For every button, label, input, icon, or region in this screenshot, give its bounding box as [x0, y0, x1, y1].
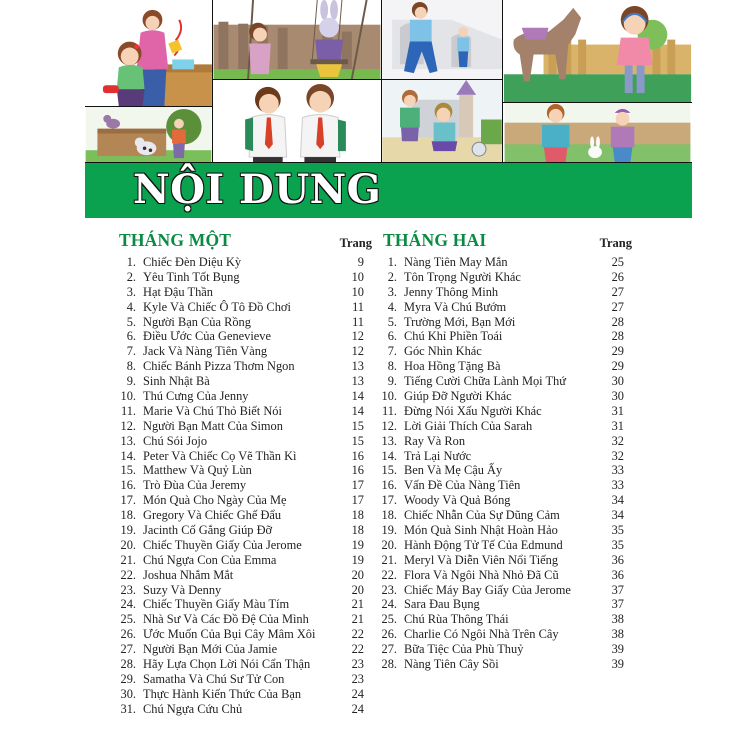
entry-title: Góc Nhìn Khác [404, 344, 482, 359]
entry-page-number: 37 [611, 582, 624, 597]
entry-number: 28. [120, 657, 136, 672]
entry-title: Chú Rùa Thông Thái [404, 612, 509, 627]
toc-entry [380, 419, 632, 434]
entry-page-number: 37 [611, 597, 624, 612]
illustration-boys-football [382, 80, 503, 163]
toc-entry [380, 493, 632, 508]
entry-page-number: 14 [351, 403, 364, 418]
entry-number: 6. [126, 329, 136, 344]
entry-title: Giúp Đỡ Người Khác [404, 389, 512, 404]
toc-entry [380, 553, 632, 568]
toc-entry [116, 583, 372, 598]
toc-entry [380, 270, 632, 285]
toc-entry [380, 404, 632, 419]
toc-column-thang-hai [380, 230, 632, 672]
entry-number: 29. [120, 671, 136, 686]
entry-number: 23. [381, 582, 397, 597]
entry-page-number: 38 [611, 612, 624, 627]
entry-title: Chiếc Máy Bay Giấy Của Jerome [404, 582, 571, 597]
entry-number: 28. [381, 657, 397, 672]
toc-entry [116, 523, 372, 538]
entry-number: 11. [381, 403, 397, 418]
entry-page-number: 35 [611, 537, 624, 552]
girl-pony-image [503, 0, 692, 102]
entry-number: 31. [120, 701, 136, 716]
toc-entry [116, 478, 372, 493]
toc-entry [380, 523, 632, 538]
entry-page-number: 24 [351, 686, 364, 701]
entry-page-number: 15 [351, 418, 364, 433]
entry-number: 20. [381, 537, 397, 552]
entry-page-number: 39 [611, 642, 624, 657]
entry-title: Nhà Sư Và Các Đồ Đệ Của Mình [143, 612, 309, 627]
toc-entry [116, 329, 372, 344]
entry-page-number: 39 [611, 657, 624, 672]
cat-dog-boy-image [85, 107, 212, 162]
toc-entry [116, 270, 372, 285]
entry-number: 2. [387, 269, 397, 284]
entry-title: Ước Muốn Của Bụi Cây Mâm Xôi [143, 627, 316, 642]
entry-number: 13. [381, 433, 397, 448]
entry-title: Người Bạn Mới Của Jamie [143, 642, 278, 657]
entry-title: Bữa Tiệc Của Phù Thuỷ [404, 642, 524, 657]
entry-page-number: 36 [611, 552, 624, 567]
toc-entry [116, 687, 372, 702]
entry-title: Samatha Và Chú Sư Tử Con [143, 671, 285, 686]
entry-number: 7. [126, 344, 136, 359]
entry-number: 1. [126, 255, 136, 269]
entry-number: 7. [387, 344, 397, 359]
entry-page-number: 29 [611, 344, 624, 359]
illustration-collage [85, 0, 692, 163]
toc-entry [116, 627, 372, 642]
entry-title: Joshua Nhắm Mắt [143, 567, 234, 582]
entry-title: Chiếc Thuyền Giấy Màu Tím [143, 597, 290, 612]
toc-entry [380, 597, 632, 612]
column-header [116, 230, 372, 255]
entry-number: 14. [381, 448, 397, 463]
toc-entry [380, 642, 632, 657]
entry-page-number: 14 [351, 389, 364, 404]
entry-number: 9. [126, 374, 136, 389]
toc-entry [380, 583, 632, 598]
entry-title: Jenny Thông Minh [404, 284, 499, 299]
entry-title: Chiếc Thuyền Giấy Của Jerome [143, 537, 302, 552]
toc-column-thang-mot [116, 230, 372, 717]
entry-number: 1. [387, 255, 397, 269]
entry-number: 27. [381, 642, 397, 657]
entry-number: 18. [120, 508, 136, 523]
entry-title: Đừng Nói Xấu Người Khác [404, 403, 542, 418]
entry-number: 13. [120, 433, 136, 448]
entry-number: 11. [120, 403, 136, 418]
entry-title: Chú Ngựa Con Của Emma [143, 552, 277, 567]
entry-title: Matthew Và Quỷ Lùn [143, 463, 252, 478]
entry-number: 23. [120, 582, 136, 597]
toc-entry [116, 702, 372, 717]
entry-number: 10. [381, 389, 397, 404]
boys-football-image [382, 80, 502, 162]
entry-title: Chiếc Nhẫn Của Sự Dũng Cảm [404, 508, 560, 523]
toc-entry [380, 285, 632, 300]
toc-entry [380, 478, 632, 493]
entry-number: 15. [120, 463, 136, 478]
entry-page-number: 36 [611, 567, 624, 582]
toc-entry [116, 612, 372, 627]
entry-page-number: 34 [611, 493, 624, 508]
entry-number: 5. [387, 314, 397, 329]
mother-girl-image [85, 0, 212, 106]
entry-title: Tiếng Cười Chữa Lành Mọi Thứ [404, 374, 566, 389]
entry-number: 15. [381, 463, 397, 478]
entry-title: Chú Ngựa Cứu Chủ [143, 701, 243, 716]
entry-title: Vấn Đề Của Nàng Tiên [404, 478, 521, 493]
toc-entry [380, 315, 632, 330]
entry-page-number: 13 [351, 359, 364, 374]
entry-title: Flora Và Ngôi Nhà Nhỏ Đã Cũ [404, 567, 559, 582]
entry-title: Nàng Tiên May Mắn [404, 255, 508, 269]
entry-page-number: 29 [611, 359, 624, 374]
entry-page-number: 22 [351, 642, 364, 657]
entry-number: 12. [381, 418, 397, 433]
toc-entry [380, 568, 632, 583]
boy-walking-image [382, 0, 502, 79]
entry-number: 25. [381, 612, 397, 627]
entry-number: 17. [120, 493, 136, 508]
entry-title: Tôn Trọng Người Khác [404, 269, 521, 284]
entry-title: Ray Và Ron [404, 433, 466, 448]
entry-title: Kyle Và Chiếc Ô Tô Đồ Chơi [143, 299, 291, 314]
entry-title: Myra Và Chú Bướm [404, 299, 507, 314]
toc-entry [116, 315, 372, 330]
entry-page-number: 35 [611, 523, 624, 538]
entry-page-number: 18 [351, 523, 364, 538]
entry-page-number: 21 [351, 597, 364, 612]
illustration-cat-dog-boy [85, 107, 213, 163]
entry-page-number: 16 [351, 463, 364, 478]
column-header [380, 230, 632, 255]
entry-number: 2. [126, 269, 136, 284]
entry-number: 6. [387, 329, 397, 344]
entry-title: Suzy Và Denny [143, 582, 222, 597]
entry-page-number: 28 [611, 314, 624, 329]
toc-entry [380, 508, 632, 523]
entry-page-number: 27 [611, 299, 624, 314]
entry-page-number: 34 [611, 508, 624, 523]
entry-title: Chiếc Bánh Pizza Thơm Ngon [143, 359, 295, 374]
toc-entry [116, 538, 372, 553]
toc-entry [116, 657, 372, 672]
toc-entry [380, 389, 632, 404]
entry-title: Jack Và Nàng Tiên Vàng [143, 344, 268, 359]
entry-page-number: 23 [351, 671, 364, 686]
entry-page-number: 38 [611, 627, 624, 642]
entry-title: Trả Lại Nước [404, 448, 472, 463]
entry-number: 4. [126, 299, 136, 314]
entry-page-number: 30 [611, 374, 624, 389]
entry-page-number: 28 [611, 329, 624, 344]
illustration-two-schoolboys [213, 80, 382, 163]
entry-page-number: 24 [351, 701, 364, 716]
entry-number: 5. [126, 314, 136, 329]
entry-title: Hành Động Tử Tế Của Edmund [404, 537, 563, 552]
toc-entry [116, 642, 372, 657]
entry-number: 24. [120, 597, 136, 612]
toc-entry [380, 359, 632, 374]
toc-entry [380, 538, 632, 553]
toc-entry [380, 329, 632, 344]
entry-number: 16. [120, 478, 136, 493]
page-column-label: Trang [339, 236, 372, 250]
toc-entry [116, 493, 372, 508]
toc-entry [116, 374, 372, 389]
entry-number: 25. [120, 612, 136, 627]
toc-entry [116, 568, 372, 583]
entry-number: 3. [126, 284, 136, 299]
toc-entry [116, 419, 372, 434]
toc-list [116, 255, 372, 717]
entry-number: 21. [381, 552, 397, 567]
entry-title: Jacinth Cố Gắng Giúp Đỡ [143, 523, 273, 538]
entry-page-number: 31 [611, 418, 624, 433]
entry-title: Gregory Và Chiếc Ghế Đẩu [143, 508, 282, 523]
entry-title: Woody Và Quả Bóng [404, 493, 511, 508]
entry-number: 22. [120, 567, 136, 582]
entry-number: 3. [387, 284, 397, 299]
page-title: NỘI DUNG [133, 166, 382, 213]
entry-title: Chú Khỉ Phiền Toái [404, 329, 503, 344]
entry-number: 12. [120, 418, 136, 433]
entry-number: 20. [120, 537, 136, 552]
toc-entry [380, 255, 632, 270]
entry-title: Hoa Hồng Tặng Bà [404, 359, 501, 374]
entry-page-number: 19 [351, 552, 364, 567]
entry-page-number: 30 [611, 389, 624, 404]
entry-title: Hãy Lựa Chọn Lời Nói Cẩn Thận [143, 657, 311, 672]
entry-title: Hạt Đậu Thần [143, 284, 213, 299]
entry-title: Trò Đùa Của Jeremy [143, 478, 247, 493]
toc-entry [116, 449, 372, 464]
entry-page-number: 27 [611, 284, 624, 299]
entry-page-number: 11 [352, 299, 364, 314]
entry-page-number: 21 [351, 612, 364, 627]
toc-entry [380, 374, 632, 389]
entry-page-number: 33 [611, 478, 624, 493]
toc-entry [116, 508, 372, 523]
toc-entry [116, 553, 372, 568]
entry-title: Marie Và Chú Thỏ Biết Nói [143, 403, 282, 418]
entry-title: Ben Và Mẹ Cậu Ấy [404, 463, 503, 478]
entry-number: 21. [120, 552, 136, 567]
entry-page-number: 22 [351, 627, 364, 642]
toc-entry [380, 627, 632, 642]
illustration-boys-rabbit [503, 103, 692, 163]
entry-page-number: 9 [357, 255, 364, 269]
entry-page-number: 20 [351, 582, 364, 597]
toc-entry [116, 434, 372, 449]
toc-entry [116, 285, 372, 300]
illustration-boy-walking [382, 0, 503, 80]
entry-page-number: 19 [351, 537, 364, 552]
toc-entry [116, 404, 372, 419]
entry-number: 26. [120, 627, 136, 642]
two-schoolboys-image [213, 80, 381, 162]
illustration-girl-pony [503, 0, 692, 103]
entry-title: Trường Mới, Bạn Mới [404, 314, 516, 329]
entry-number: 17. [381, 493, 397, 508]
toc-entry [380, 449, 632, 464]
entry-page-number: 23 [351, 657, 364, 672]
entry-title: Món Quà Sinh Nhật Hoàn Hảo [404, 523, 558, 538]
toc-entry [116, 344, 372, 359]
entry-title: Thú Cưng Của Jenny [143, 389, 249, 404]
entry-number: 18. [381, 508, 397, 523]
entry-page-number: 25 [611, 255, 624, 269]
entry-number: 30. [120, 686, 136, 701]
entry-page-number: 10 [351, 284, 364, 299]
entry-title: Sinh Nhật Bà [143, 374, 210, 389]
entry-title: Yêu Tinh Tốt Bụng [143, 269, 240, 284]
toc-list [380, 255, 632, 672]
entry-number: 16. [381, 478, 397, 493]
toc-entry [116, 597, 372, 612]
entry-page-number: 12 [351, 344, 364, 359]
entry-page-number: 26 [611, 269, 624, 284]
entry-title: Nàng Tiên Cây Sồi [404, 657, 499, 672]
illustration-mother-and-girl [85, 0, 213, 107]
entry-page-number: 16 [351, 448, 364, 463]
page-column-label: Trang [599, 236, 632, 250]
entry-page-number: 32 [611, 433, 624, 448]
entry-page-number: 17 [351, 478, 364, 493]
toc-entry [380, 612, 632, 627]
entry-page-number: 10 [351, 269, 364, 284]
toc-entry [380, 344, 632, 359]
entry-title: Người Bạn Matt Của Simon [143, 418, 283, 433]
boys-rabbit-image [503, 103, 692, 162]
toc-entry [116, 672, 372, 687]
toc-entry [116, 255, 372, 270]
entry-number: 27. [120, 642, 136, 657]
entry-title: Điều Ước Của Genevieve [143, 329, 271, 344]
entry-title: Peter Và Chiếc Cọ Vẽ Thần Kì [143, 448, 297, 463]
entry-title: Chiếc Đèn Diệu Kỳ [143, 255, 242, 269]
toc-entry [380, 434, 632, 449]
entry-title: Món Quà Cho Ngày Của Mẹ [143, 493, 287, 508]
toc-entry [380, 463, 632, 478]
title-banner [85, 163, 692, 218]
entry-number: 8. [126, 359, 136, 374]
entry-number: 19. [381, 523, 397, 538]
entry-page-number: 33 [611, 463, 624, 478]
entry-title: Meryl Và Diễn Viên Nổi Tiếng [404, 552, 559, 567]
entry-page-number: 32 [611, 448, 624, 463]
entry-number: 22. [381, 567, 397, 582]
entry-number: 24. [381, 597, 397, 612]
entry-number: 19. [120, 523, 136, 538]
illustration-girl-rabbit-swing [213, 0, 382, 80]
toc-entry [116, 300, 372, 315]
entry-title: Người Bạn Của Rồng [143, 314, 251, 329]
entry-number: 4. [387, 299, 397, 314]
entry-page-number: 11 [352, 314, 364, 329]
toc-entry [116, 389, 372, 404]
entry-page-number: 12 [351, 329, 364, 344]
entry-page-number: 15 [351, 433, 364, 448]
entry-title: Charlie Có Ngôi Nhà Trên Cây [404, 627, 559, 642]
entry-page-number: 18 [351, 508, 364, 523]
toc-entry [380, 657, 632, 672]
toc-entry [380, 300, 632, 315]
month-heading: THÁNG HAI [383, 230, 487, 250]
entry-page-number: 13 [351, 374, 364, 389]
entry-page-number: 20 [351, 567, 364, 582]
entry-title: Thực Hành Kiến Thức Của Bạn [143, 686, 302, 701]
entry-number: 9. [387, 374, 397, 389]
entry-number: 14. [120, 448, 136, 463]
entry-page-number: 17 [351, 493, 364, 508]
entry-number: 10. [120, 389, 136, 404]
entry-title: Sara Đau Bụng [404, 597, 480, 612]
girl-rabbit-swing-image [213, 0, 381, 79]
entry-title: Chú Sói Jojo [143, 433, 208, 448]
entry-page-number: 31 [611, 403, 624, 418]
month-heading: THÁNG MỘT [119, 230, 232, 250]
entry-number: 8. [387, 359, 397, 374]
toc-entry [116, 359, 372, 374]
entry-title: Lời Giải Thích Của Sarah [404, 418, 533, 433]
entry-number: 26. [381, 627, 397, 642]
toc-entry [116, 463, 372, 478]
